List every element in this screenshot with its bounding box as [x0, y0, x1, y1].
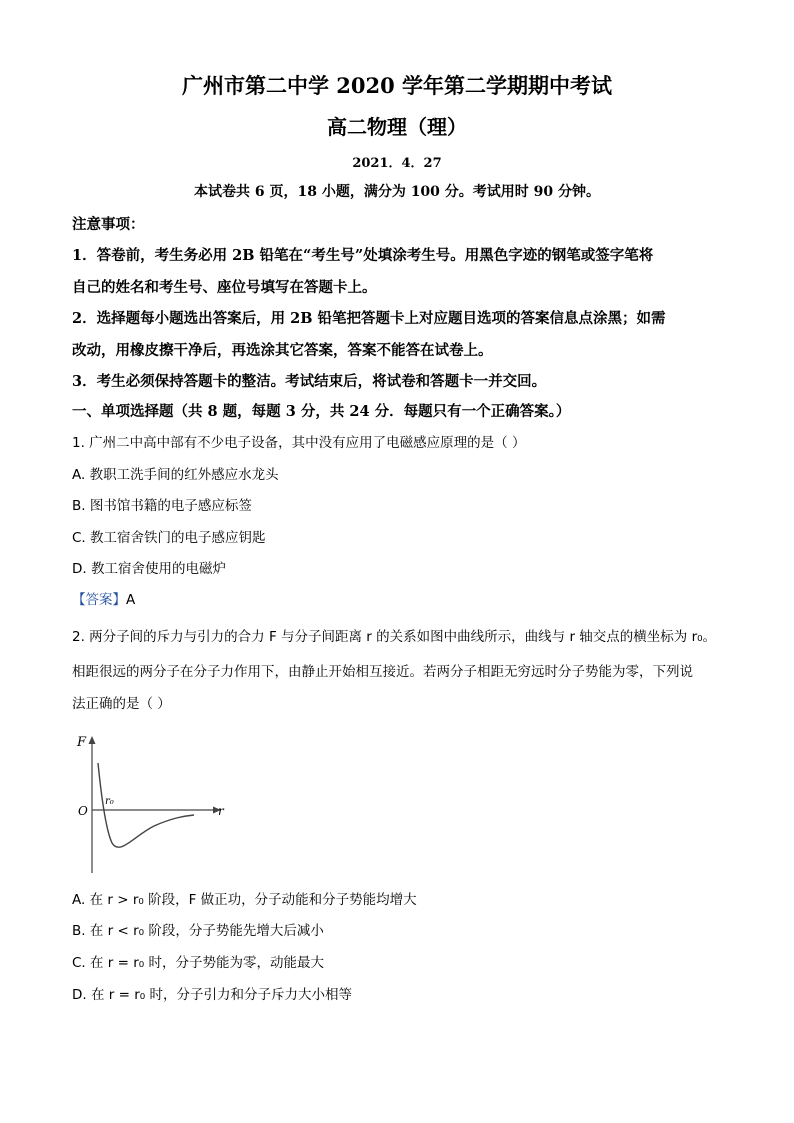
question-1-option-c: C. 教工宿舍铁门的电子感应钥匙: [72, 530, 266, 546]
question-2-option-a: A. 在 r > r₀ 阶段，F 做正功，分子动能和分子势能均增大: [72, 892, 417, 908]
question-2-stem-line: 相距很远的两分子在分子力作用下，由静止开始相互接近。若两分子相距无穷远时分子势能为零，下列说: [72, 664, 693, 680]
notice-line: 改动，用橡皮擦干净后，再选涂其它答案，答案不能答在试卷上。: [72, 342, 493, 359]
notice-line: 1．答卷前，考生务必用 2B 铅笔在“考生号”处填涂考生号。用黑色字迹的钢笔或签字笔将: [72, 247, 654, 264]
notice-line: 3．考生必须保持答题卡的整洁。考试结束后，将试卷和答题卡一并交回。: [72, 373, 547, 390]
question-1-option-a: A. 教职工洗手间的红外感应水龙头: [72, 467, 279, 483]
crossing-label: r₀: [105, 796, 114, 807]
origin-label: O: [78, 804, 88, 818]
question-2-option-c: C. 在 r = r₀ 时，分子势能为零，动能最大: [72, 955, 324, 971]
question-1-answer: [72, 588, 135, 608]
section-heading: 一、单项选择题（共 8 题，每题 3 分，共 24 分．每题只有一个正确答案。）: [72, 403, 571, 420]
question-2-stem-line: 法正确的是（ ）: [72, 696, 171, 712]
question-2-option-b: B. 在 r < r₀ 阶段，分子势能先增大后减小: [72, 923, 324, 939]
question-1-option-b: B. 图书馆书籍的电子感应标签: [72, 498, 252, 514]
question-1-stem: 1. 广州二中高中部有不少电子设备，其中没有应用了电磁感应原理的是（ ）: [72, 435, 526, 451]
exam-subtitle: 高二物理（理）: [327, 115, 467, 139]
force-distance-graph: [72, 728, 232, 878]
exam-date: 2021．4．27: [352, 156, 442, 171]
x-axis-label: r: [218, 804, 224, 818]
notice-heading: 注意事项：: [72, 216, 145, 233]
notice-line: 自己的姓名和考生号、座位号填写在答题卡上。: [72, 279, 377, 296]
answer-tag: 【答案】: [72, 592, 126, 608]
question-1-option-d: D. 教工宿舍使用的电磁炉: [72, 561, 226, 577]
exam-title: 广州市第二中学 2020 学年第二学期期中考试: [181, 73, 613, 98]
y-axis-label: F: [77, 735, 87, 750]
question-2-stem-line: 2. 两分子间的斥力与引力的合力 F 与分子间距离 r 的关系如图中曲线所示，曲线与 r 轴交点的横坐标为 r₀。: [72, 629, 717, 645]
y-axis-arrow: [89, 736, 96, 744]
exam-scope: 本试卷共 6 页，18 小题，满分为 100 分。考试用时 90 分钟。: [193, 184, 601, 200]
question-2-option-d: D. 在 r = r₀ 时，分子引力和分子斥力大小相等: [72, 987, 352, 1003]
answer-value: A: [126, 592, 136, 608]
notice-line: 2．选择题每小题选出答案后，用 2B 铅笔把答题卡上对应题目选项的答案信息点涂黑；如需: [72, 310, 666, 327]
